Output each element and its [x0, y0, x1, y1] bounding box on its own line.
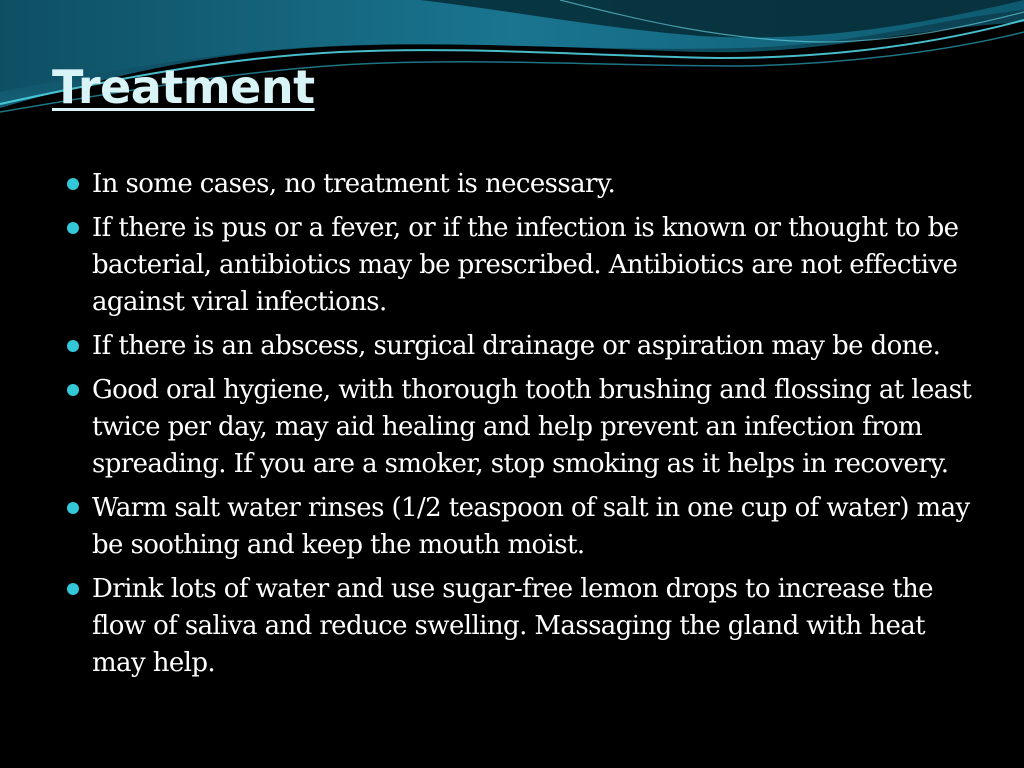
- bullet-item: [64, 571, 974, 682]
- bullet-text: Good oral hygiene, with thorough tooth brushing and flossing at least twice per day, may aid healing and help prevent an infection from spreading. If you are a smoker, stop smoking as it helps in recovery.: [92, 375, 972, 479]
- bullet-item: [64, 166, 974, 203]
- slide-title: Treatment: [52, 60, 315, 114]
- bullet-item: [64, 328, 974, 365]
- bullet-text: If there is an abscess, surgical drainage or aspiration may be done.: [92, 331, 941, 361]
- bullet-marker-icon: [67, 178, 79, 190]
- bullet-marker-icon: [67, 222, 79, 234]
- bullet-text: Warm salt water rinses (1/2 teaspoon of salt in one cup of water) may be soothing and keep the mouth moist.: [92, 493, 970, 560]
- bullet-marker-icon: [67, 583, 79, 595]
- bullet-marker-icon: [67, 384, 79, 396]
- bullet-text: If there is pus or a fever, or if the infection is known or thought to be bacterial, antibiotics may be prescribed. Antibiotics are not effective against viral infections.: [92, 213, 959, 317]
- bullet-item: [64, 372, 974, 483]
- bullet-item: [64, 210, 974, 321]
- bullet-marker-icon: [67, 502, 79, 514]
- bullet-marker-icon: [67, 340, 79, 352]
- bullet-text: Drink lots of water and use sugar-free lemon drops to increase the flow of saliva and reduce swelling. Massaging the gland with heat may help.: [92, 574, 933, 678]
- bullet-list: [64, 166, 974, 689]
- bullet-text: In some cases, no treatment is necessary.: [92, 169, 616, 199]
- bullet-item: [64, 490, 974, 564]
